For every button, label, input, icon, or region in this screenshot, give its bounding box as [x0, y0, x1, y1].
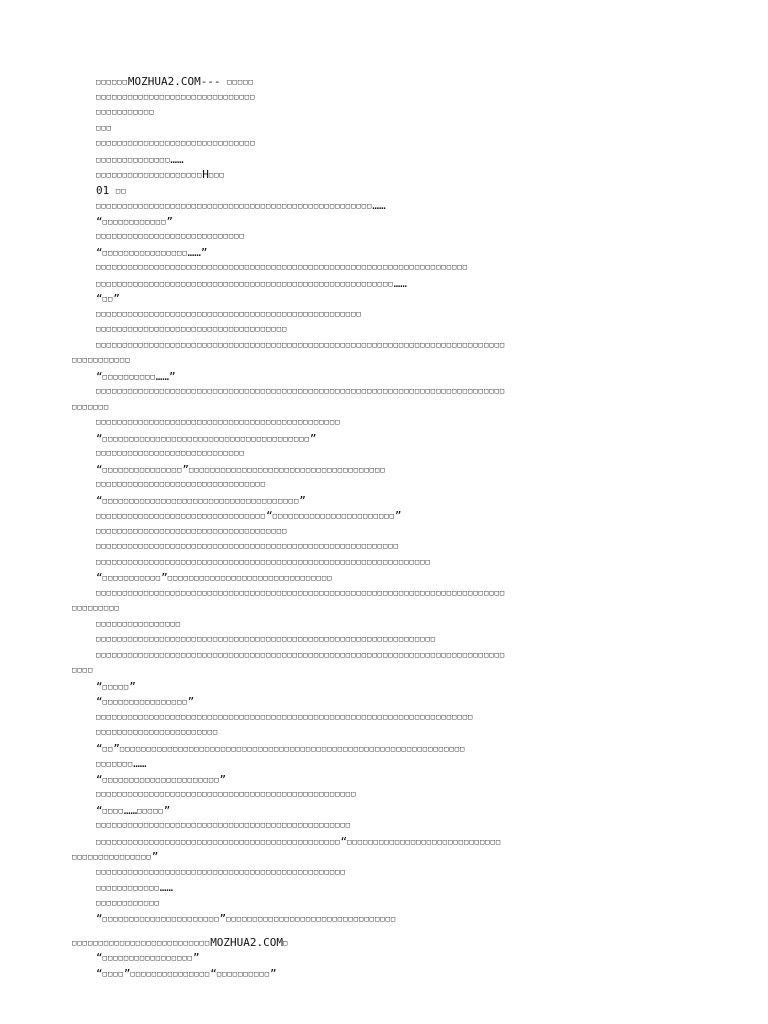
text-line: [72, 384, 702, 400]
missing-glyph-run: □□□□□□□□□: [72, 604, 120, 612]
text-fragment: MOZHUA2.COM---: [127, 75, 228, 88]
missing-glyph-run: □□□□□□□□□□□□□□□□□□□□□□□□□□□□□: [347, 837, 502, 846]
missing-glyph-run: □□□□□□□□□□□□□□□□□□□□□□□: [96, 728, 219, 736]
text-fragment: “: [96, 912, 103, 925]
text-line: [72, 935, 702, 951]
text-line: [72, 772, 702, 788]
text-fragment: “: [96, 695, 103, 708]
text-fragment: ……: [393, 276, 407, 290]
text-line: [72, 524, 702, 540]
text-fragment: ”: [129, 679, 136, 693]
missing-glyph-run: □□□□□□□□□□□□□□□□□□□□□□□□□□□□□□□□□□□□□□□□□□□□□□□□□□□□□□□□□□□□□□□□□□□□□□□□□□□□□: [96, 340, 506, 349]
text-fragment: ……: [133, 757, 147, 770]
missing-glyph-run: □□□□□□□□□□□□□□□□□□□□□□□□□□□□□□: [96, 92, 256, 101]
missing-glyph-run: □□□□□□□□□□□□□□□□: [96, 619, 182, 628]
text-line: [72, 818, 702, 834]
missing-glyph-run: □□□□□□□□□□□: [72, 356, 131, 364]
text-line: [72, 508, 702, 524]
missing-glyph-run: □□□□□□□□□□□□□□□□□□□□□□□□□□□□□□□□: [96, 512, 267, 520]
missing-glyph-run: □□□□□□□□□□□□□□□□□□□□□□□□□□: [72, 938, 211, 947]
text-fragment: ……”: [155, 369, 176, 383]
text-line: [72, 183, 702, 199]
text-line: [72, 260, 702, 276]
text-line: [72, 431, 702, 447]
missing-glyph-run: □□□□□□□□□□□□□□□□□□□□□□□□□□□□□□□□□□□□□□□□□□□□□□□□□□□□□□□□□□□□□□□□□□□□□□□□□□□□□: [96, 650, 506, 659]
missing-glyph-run: □□□□□□□□□□□□□□□□□□□□□□□□□□□□□□□□□□□□□□□□□□□□□□□□□: [96, 790, 357, 798]
missing-glyph-run: □□□□□□□□□□□□□□□: [72, 853, 152, 861]
blank-line: [72, 927, 702, 935]
text-line: [72, 415, 702, 431]
text-line: [72, 787, 702, 803]
text-fragment: ……: [159, 881, 174, 894]
text-fragment: ”: [219, 772, 227, 786]
text-fragment: “: [96, 679, 103, 693]
text-fragment: ”: [123, 966, 131, 980]
text-line: [72, 950, 702, 966]
text-fragment: H: [202, 168, 209, 181]
missing-glyph-run: □□□□: [102, 806, 124, 815]
missing-glyph-run: □□□: [96, 123, 112, 132]
missing-glyph-run: □□□□□□□□□□□□□□□□□□□□□□□□□□□□□□□□□□□□□□□□□□□□□□: [96, 418, 341, 426]
missing-glyph-run: □□□□□□□□□□□□□□□□□□□□□□□□□□□□□□□□□□□□□□□□□□□□□□□□□□□□□□□□□□□□□□□□□□□□□□□: [96, 712, 474, 721]
text-fragment: “: [96, 292, 103, 305]
missing-glyph-run: □□□□□□□□□□□□□□□□□□□□□□□□□□□□□□□□□□□□□□□□□□□□□□□□: [96, 821, 352, 829]
missing-glyph-run: □: [283, 938, 289, 947]
missing-glyph-run: □□□□□□□: [72, 402, 110, 411]
text-line: [72, 880, 702, 896]
missing-glyph-run: □□□□□□□□□□□□□□□□□□□□□□: [102, 915, 220, 923]
text-line: [72, 105, 702, 121]
missing-glyph-run: □□□□□□□□□□□□: [96, 884, 160, 892]
text-line: [72, 539, 702, 555]
text-line: [72, 741, 702, 757]
text-fragment: ”: [299, 493, 306, 507]
text-line: [72, 245, 702, 261]
missing-glyph-run: □□□□□□□□□□□□□□□□□□□□□□□□□□□□□□□□□□□□□□□□□□□□□□□□□□: [96, 309, 362, 318]
missing-glyph-run: □□□□□□□□□□: [102, 372, 156, 381]
text-line: [72, 90, 702, 106]
missing-glyph-run: □□□□□□□□□□□□□□□: [130, 969, 211, 978]
text-fragment: “: [96, 245, 103, 259]
missing-glyph-run: □□□□□□: [96, 78, 128, 86]
missing-glyph-run: □□□□□□□□□□□□: [102, 217, 167, 226]
text-line: [72, 617, 702, 633]
text-line: [72, 663, 702, 679]
text-line: [72, 803, 702, 819]
missing-glyph-run: □□□□□□□□□□□□□□□: [102, 465, 183, 474]
text-line: [72, 756, 702, 772]
missing-glyph-run: □□□□□□□□□□□□□□□□□□□□□□: [102, 775, 220, 784]
text-line: [72, 966, 702, 982]
missing-glyph-run: □□□□□□□□□□□□□□□□□□□□□□□□□□□□□□□□□□□□□□□□□□□□□□□□□□□□□□□□□□□□□□□□: [96, 635, 437, 643]
missing-glyph-run: □□□□□□□□□□□□□□□□□□□□□□□□□□□□□□□□□□□□□□□□□□□□□□□□□□□□□□□□□□□□□□□: [96, 557, 431, 566]
text-line: [72, 198, 702, 214]
text-line: [72, 694, 702, 710]
text-fragment: “: [340, 834, 348, 848]
text-fragment: “: [266, 509, 273, 522]
missing-glyph-run: □□□□□□□□□□□□□□□□□□□□□□□□□□□□: [96, 232, 245, 240]
text-line: [72, 400, 702, 416]
missing-glyph-run: □□: [102, 295, 114, 303]
text-line: [72, 555, 702, 571]
text-line: [72, 725, 702, 741]
text-fragment: ”: [187, 695, 195, 708]
text-line: [72, 462, 702, 478]
text-fragment: “: [96, 493, 103, 507]
text-fragment: “: [96, 431, 103, 445]
text-fragment: ”: [182, 462, 189, 476]
text-line: [72, 214, 702, 230]
text-fragment: ”: [113, 741, 120, 755]
missing-glyph-run: □□□□□□□□□□□□□□□□□□□□□□□: [272, 512, 395, 520]
text-fragment: “: [96, 571, 103, 584]
text-line: [72, 353, 702, 369]
text-fragment: MOZHUA2.COM: [210, 935, 284, 949]
missing-glyph-run: □□□□□□□□□□□□□□□□□□□□□□□□□□□□□□□□: [226, 915, 397, 923]
text-line: [72, 710, 702, 726]
text-line: [72, 849, 702, 865]
missing-glyph-run: □□: [115, 186, 127, 195]
text-line: [72, 648, 702, 664]
text-line: [72, 477, 702, 493]
missing-glyph-run: □□□□□□□□□□□□□□□□□□□□: [96, 171, 203, 179]
missing-glyph-run: □□□: [208, 171, 225, 179]
missing-glyph-run: □□□□□□□□□□□□□□: [96, 155, 171, 164]
missing-glyph-run: □□□□□□□□□□□□□□□□□□□□□□□□□□□□□□□□□□□□□□□□□□□□□□□□□□□□□□□□□□□□□□□□□□□□□□□□□□□□□: [96, 387, 506, 395]
missing-glyph-run: □□□□□□□□□□□: [102, 574, 162, 582]
text-fragment: “: [96, 741, 103, 755]
missing-glyph-run: □□□□□□□□□□□□□□□□□□□□□□□□□□□□□□□□□□□□: [96, 325, 288, 333]
missing-glyph-run: □□□□□□□□□□□□□□□□: [102, 698, 188, 706]
text-line: [72, 152, 702, 168]
missing-glyph-run: □□□□□□□□□□: [216, 969, 271, 978]
missing-glyph-run: □□□□□: [137, 806, 164, 815]
text-line: [72, 291, 702, 307]
text-line: [72, 679, 702, 695]
text-line: [72, 322, 702, 338]
text-line: [72, 586, 702, 602]
text-line: [72, 338, 702, 354]
text-fragment: ”: [394, 509, 402, 522]
missing-glyph-run: □□□□□□□□□□□□□□□□□□□□□□□□□□□□□□: [96, 139, 256, 147]
missing-glyph-run: □□□□□□□□□□□□□□□□□□□□□□□□□□□□□□□□□□□□□□□□□□□□□□□□□□□□□□□□□□□□□□□□□□□□□□: [96, 263, 469, 271]
text-fragment: 01: [96, 183, 116, 197]
missing-glyph-run: □□□□: [102, 969, 124, 978]
text-fragment: ”: [151, 850, 159, 863]
missing-glyph-run: □□□□: [72, 666, 94, 674]
missing-glyph-run: □□□□□□□□□□□□: [96, 898, 160, 907]
text-fragment: “: [96, 369, 103, 383]
text-fragment: ……: [123, 803, 138, 817]
text-fragment: “: [210, 966, 217, 980]
text-fragment: “: [96, 803, 103, 817]
missing-glyph-run: □□□□□□□□□□□□□□□□□□□□□□□□□□□□□□□□□□□□□□□□□□□□□□□□□□□□□□□□: [96, 279, 394, 288]
text-fragment: “: [96, 951, 103, 964]
missing-glyph-run: □□□□□: [227, 78, 254, 86]
text-line: [72, 446, 702, 462]
missing-glyph-run: □□□□□□□□□□□□□□□□□□□□□□□□□□□□□□□□□□□□□: [102, 496, 300, 505]
missing-glyph-run: □□□□□□□□□□□□□□□□□□□□□□□□□□□□□□□□□□□□□□□□□□□□□□□□□□□□: [96, 202, 373, 210]
text-fragment: “: [96, 772, 103, 786]
missing-glyph-run: □□□□□□□□□□□□□□□□: [102, 248, 188, 257]
text-fragment: ”: [166, 214, 174, 228]
text-line: [72, 74, 702, 90]
missing-glyph-run: □□□□□□□□□□□□□□□□□□□□□□□□□□□□□□□: [167, 574, 333, 582]
missing-glyph-run: □□□□□□□□□□□□□□□□□: [102, 954, 193, 962]
text-line: [72, 601, 702, 617]
document-body: [72, 74, 702, 981]
text-line: [72, 167, 702, 183]
text-line: [72, 121, 702, 137]
missing-glyph-run: □□□□□: [102, 682, 130, 691]
missing-glyph-run: □□□□□□□□□□□□□□□□□□□□□□□□□□□□□□□□□□□□□□□□□□□□□□□: [96, 867, 346, 876]
text-line: [72, 896, 702, 912]
text-line: [72, 570, 702, 586]
missing-glyph-run: □□□□□□□□□□□□□□□□□□□□□□□□□□□□□□□□□□□□□: [188, 465, 386, 474]
text-line: [72, 276, 702, 292]
missing-glyph-run: □□□□□□□□□□□□□□□□□□□□□□□□□□□□□□□□□□□□: [96, 526, 288, 535]
text-fragment: ”: [270, 966, 277, 980]
missing-glyph-run: □□□□□□□: [96, 760, 134, 768]
text-fragment: ”: [192, 951, 200, 964]
text-line: [72, 307, 702, 323]
text-fragment: ……: [170, 152, 184, 166]
text-line: [72, 369, 702, 385]
text-fragment: “: [96, 966, 103, 980]
text-line: [72, 229, 702, 245]
missing-glyph-run: □□□□□□□□□□□□□□□□□□□□□□□□□□□□□□□□□□□□□□□□□□□□□□: [96, 837, 341, 846]
missing-glyph-run: □□□□□□□□□□□□□□□□□□□□□□□□□□□□□□□□□□□□□□□□□□□□□□□□□□□□□□□□□□□□□□□□□□□□□□□□□□□□□: [96, 588, 506, 597]
missing-glyph-run: □□□□□□□□□□□□□□□□□□□□□□□□□□□□□□□□□□□□□□□□□□□□□□□□□□□□□□□□□□□□□□□□□: [119, 744, 466, 753]
text-line: [72, 493, 702, 509]
text-fragment: ……”: [187, 245, 208, 259]
text-line: [72, 834, 702, 850]
text-fragment: ”: [219, 912, 227, 925]
missing-glyph-run: □□□□□□□□□□□□□□□□□□□□□□□□□□□□□□□□□□□□□□□: [102, 434, 310, 443]
text-fragment: ”: [163, 803, 171, 817]
text-fragment: “: [96, 462, 103, 476]
text-fragment: ”: [113, 292, 120, 305]
text-fragment: ……: [372, 199, 386, 212]
missing-glyph-run: □□□□□□□□□□□□□□□□□□□□□□□□□□□□□□□□□□□□□□□□□□□□□□□□□□□□□□□□□: [96, 542, 399, 550]
missing-glyph-run: □□□□□□□□□□□□□□□□□□□□□□□□□□□□: [96, 449, 245, 457]
text-line: [72, 911, 702, 927]
missing-glyph-run: □□□□□□□□□□□□□□□□□□□□□□□□□□□□□□□□: [96, 480, 267, 488]
text-line: [72, 136, 702, 152]
text-line: [72, 632, 702, 648]
missing-glyph-run: □□: [102, 744, 114, 753]
missing-glyph-run: □□□□□□□□□□□: [96, 108, 155, 116]
text-fragment: “: [96, 214, 103, 228]
text-line: [72, 865, 702, 881]
text-fragment: ”: [161, 571, 168, 584]
text-fragment: ”: [309, 431, 317, 445]
